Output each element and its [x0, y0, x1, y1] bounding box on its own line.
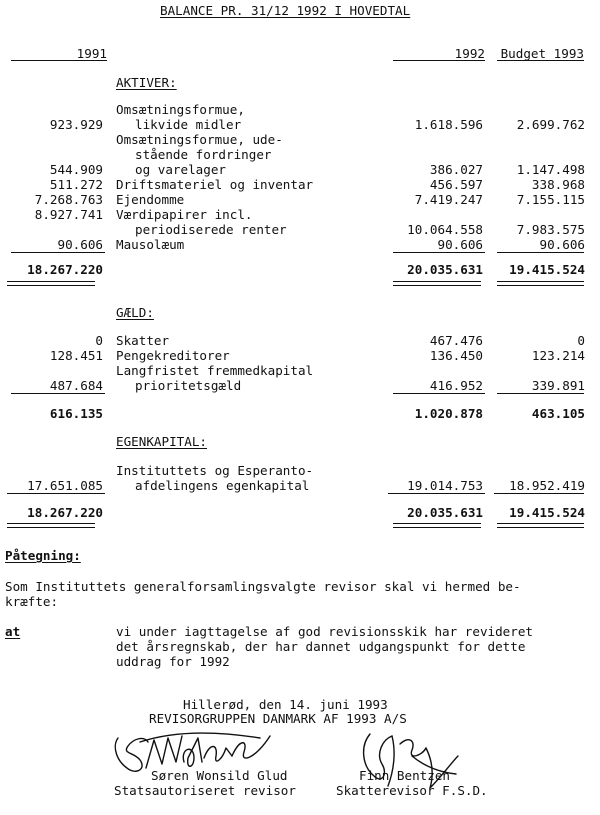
egenkapital-total-1992: 20.035.631: [407, 505, 483, 520]
endorsement-at-text: det årsregnskab, der har dannet udgangspunkt for dette: [116, 639, 526, 654]
endorsement-heading: Påtegning:: [5, 548, 81, 563]
gaeld-total-1992: 1.020.878: [414, 406, 483, 421]
double-rule: [7, 523, 95, 528]
aktiver-total-budget: 19.415.524: [509, 262, 585, 277]
place-date: Hillerød, den 14. juni 1993: [183, 697, 388, 712]
aktiver-value-1991: 90.606: [57, 237, 103, 252]
section-heading-aktiver: AKTIVER:: [116, 75, 177, 90]
aktiver-label: Ejendomme: [116, 192, 185, 207]
header-1991: 1991: [76, 46, 107, 61]
subtotal-rule: [494, 493, 584, 494]
aktiver-value-1991: 8.927.741: [34, 207, 103, 222]
subtotal-rule: [11, 252, 105, 253]
gaeld-value-budget: 339.891: [531, 378, 585, 393]
gaeld-value-1991: 128.451: [49, 348, 103, 363]
section-heading-egenkapital: EGENKAPITAL:: [116, 434, 207, 449]
aktiver-value-budget: 7.983.575: [516, 222, 585, 237]
signer-2-name: Finn Bentzen: [359, 768, 450, 783]
gaeld-value-1992: 416.952: [429, 378, 483, 393]
aktiver-value-1992: 10.064.558: [407, 222, 483, 237]
subtotal-rule: [393, 393, 485, 394]
double-rule: [7, 281, 95, 286]
aktiver-value-1992: 1.618.596: [414, 117, 483, 132]
header-1991-rule: [11, 60, 107, 61]
endorsement-at-label: at: [5, 624, 21, 639]
aktiver-value-1991: 511.272: [49, 177, 103, 192]
aktiver-total-1992: 20.035.631: [407, 262, 483, 277]
gaeld-value-1991: 487.684: [49, 378, 103, 393]
aktiver-value-1991: 7.268.763: [34, 192, 103, 207]
subtotal-rule: [497, 393, 584, 394]
gaeld-total-budget: 463.105: [531, 406, 585, 421]
aktiver-label: Omsætningsformue, ude-: [116, 132, 283, 147]
egenkapital-label: Instituttets og Esperanto-: [116, 463, 314, 478]
subtotal-rule: [393, 252, 485, 253]
aktiver-label: Værdipapirer incl.: [116, 207, 253, 222]
signer-1-title: Statsautoriseret revisor: [114, 783, 296, 798]
endorsement-at-text: vi under iagttagelse af god revisionsskik har revideret: [116, 624, 534, 639]
endorsement-intro: Som Instituttets generalforsamlingsvalgte revisor skal vi hermed be-: [5, 579, 521, 594]
aktiver-value-1992: 7.419.247: [414, 192, 483, 207]
aktiver-value-1992: 90.606: [437, 237, 483, 252]
double-rule: [497, 523, 584, 528]
egenkapital-value-1991: 17.651.085: [27, 478, 103, 493]
header-budget: Budget 1993: [500, 46, 584, 61]
egenkapital-total-1991: 18.267.220: [27, 505, 103, 520]
double-rule: [393, 523, 481, 528]
endorsement-intro: kræfte:: [5, 594, 59, 609]
aktiver-value-budget: 2.699.762: [516, 117, 585, 132]
aktiver-label: og varelager: [135, 162, 226, 177]
aktiver-value-budget: 338.968: [531, 177, 585, 192]
aktiver-value-1991: 923.929: [49, 117, 103, 132]
double-rule: [497, 281, 584, 286]
gaeld-label: Langfristet fremmedkapital: [116, 363, 314, 378]
egenkapital-value-1992: 19.014.753: [407, 478, 483, 493]
header-1992-rule: [393, 60, 485, 61]
gaeld-value-1991: 0: [95, 333, 103, 348]
firm-name: REVISORGRUPPEN DANMARK AF 1993 A/S: [149, 711, 407, 726]
subtotal-rule: [388, 493, 485, 494]
gaeld-value-1992: 467.476: [429, 333, 483, 348]
gaeld-label: Pengekreditorer: [116, 348, 230, 363]
aktiver-label: Mausolæum: [116, 237, 185, 252]
aktiver-value-1992: 386.027: [429, 162, 483, 177]
endorsement-at-text: uddrag for 1992: [116, 654, 230, 669]
aktiver-label: periodiserede renter: [135, 222, 287, 237]
subtotal-rule: [7, 493, 105, 494]
egenkapital-value-budget: 18.952.419: [509, 478, 585, 493]
signer-2-title: Skatterevisor F.S.D.: [336, 783, 488, 798]
aktiver-label: likvide midler: [135, 117, 242, 132]
gaeld-value-budget: 123.214: [531, 348, 585, 363]
gaeld-label: prioritetsgæld: [135, 378, 242, 393]
aktiver-total-1991: 18.267.220: [27, 262, 103, 277]
egenkapital-total-budget: 19.415.524: [509, 505, 585, 520]
section-heading-gaeld: GÆLD:: [116, 305, 154, 320]
aktiver-value-budget: 7.155.115: [516, 192, 585, 207]
gaeld-value-budget: 0: [577, 333, 585, 348]
aktiver-label: stående fordringer: [135, 147, 272, 162]
header-budget-rule: [497, 60, 584, 61]
aktiver-label: Driftsmateriel og inventar: [116, 177, 314, 192]
aktiver-value-budget: 1.147.498: [516, 162, 585, 177]
aktiver-value-budget: 90.606: [539, 237, 585, 252]
signer-1-name: Søren Wonsild Glud: [151, 768, 288, 783]
double-rule: [393, 281, 481, 286]
aktiver-value-1991: 544.909: [49, 162, 103, 177]
subtotal-rule: [11, 393, 105, 394]
page-title: BALANCE PR. 31/12 1992 I HOVEDTAL: [160, 3, 411, 18]
gaeld-total-1991: 616.135: [49, 406, 103, 421]
subtotal-rule: [497, 252, 584, 253]
header-1992: 1992: [454, 46, 485, 61]
aktiver-value-1992: 456.597: [429, 177, 483, 192]
aktiver-label: Omsætningsformue,: [116, 102, 245, 117]
gaeld-value-1992: 136.450: [429, 348, 483, 363]
egenkapital-label: afdelingens egenkapital: [135, 478, 310, 493]
gaeld-label: Skatter: [116, 333, 170, 348]
